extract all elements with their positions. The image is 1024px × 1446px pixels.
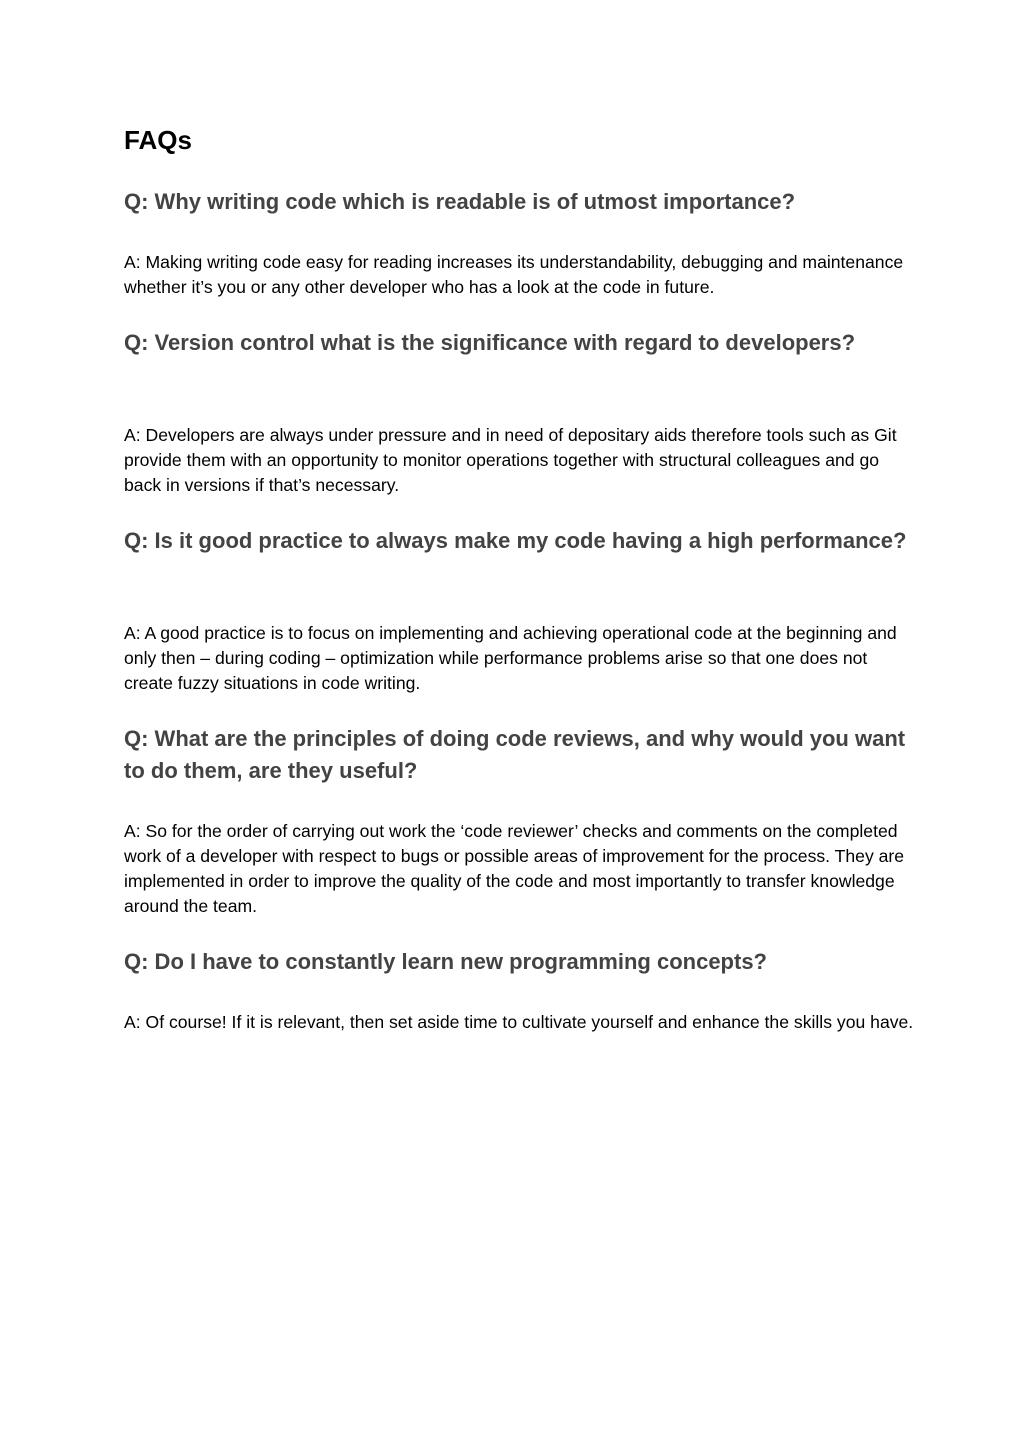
faq-answer-3: A: A good practice is to focus on implementing and achieving operational code at the beginning and only then – during coding – optimization while performance problems arise so that one does not create fuzzy situations in code writing. [124,623,897,693]
faq-question-2: Q: Version control what is the significance with regard to developers? [124,330,856,355]
faq-question-4: Q: What are the principles of doing code reviews, and why would you want to do them, are they useful? [124,726,906,783]
faq-question-5: Q: Do I have to constantly learn new programming concepts? [124,949,767,974]
faq-answer-2: A: Developers are always under pressure and in need of depositary aids therefore tools such as Git provide them with an opportunity to monitor operations together with structural colleagues and go back in versions if that’s necessary. [124,425,897,495]
faq-question-1: Q: Why writing code which is readable is of utmost importance? [124,189,796,214]
faq-answer-1: A: Making writing code easy for reading increases its understandability, debugging and maintenance whether it’s you or any other developer who has a look at the code in future. [124,252,904,297]
faq-answer-4: A: So for the order of carrying out work the ‘code reviewer’ checks and comments on the completed work of a developer with respect to bugs or possible areas of improvement for the process. They are implemented in order to improve the quality of the code and most importantly to transfer knowledge around the team. [124,821,905,916]
faq-answer-5: A: Of course! If it is relevant, then set aside time to cultivate yourself and enhance the skills you have. [124,1012,914,1032]
faq-question-3: Q: Is it good practice to always make my code having a high performance? [124,528,907,553]
page-title: FAQs [124,125,192,155]
